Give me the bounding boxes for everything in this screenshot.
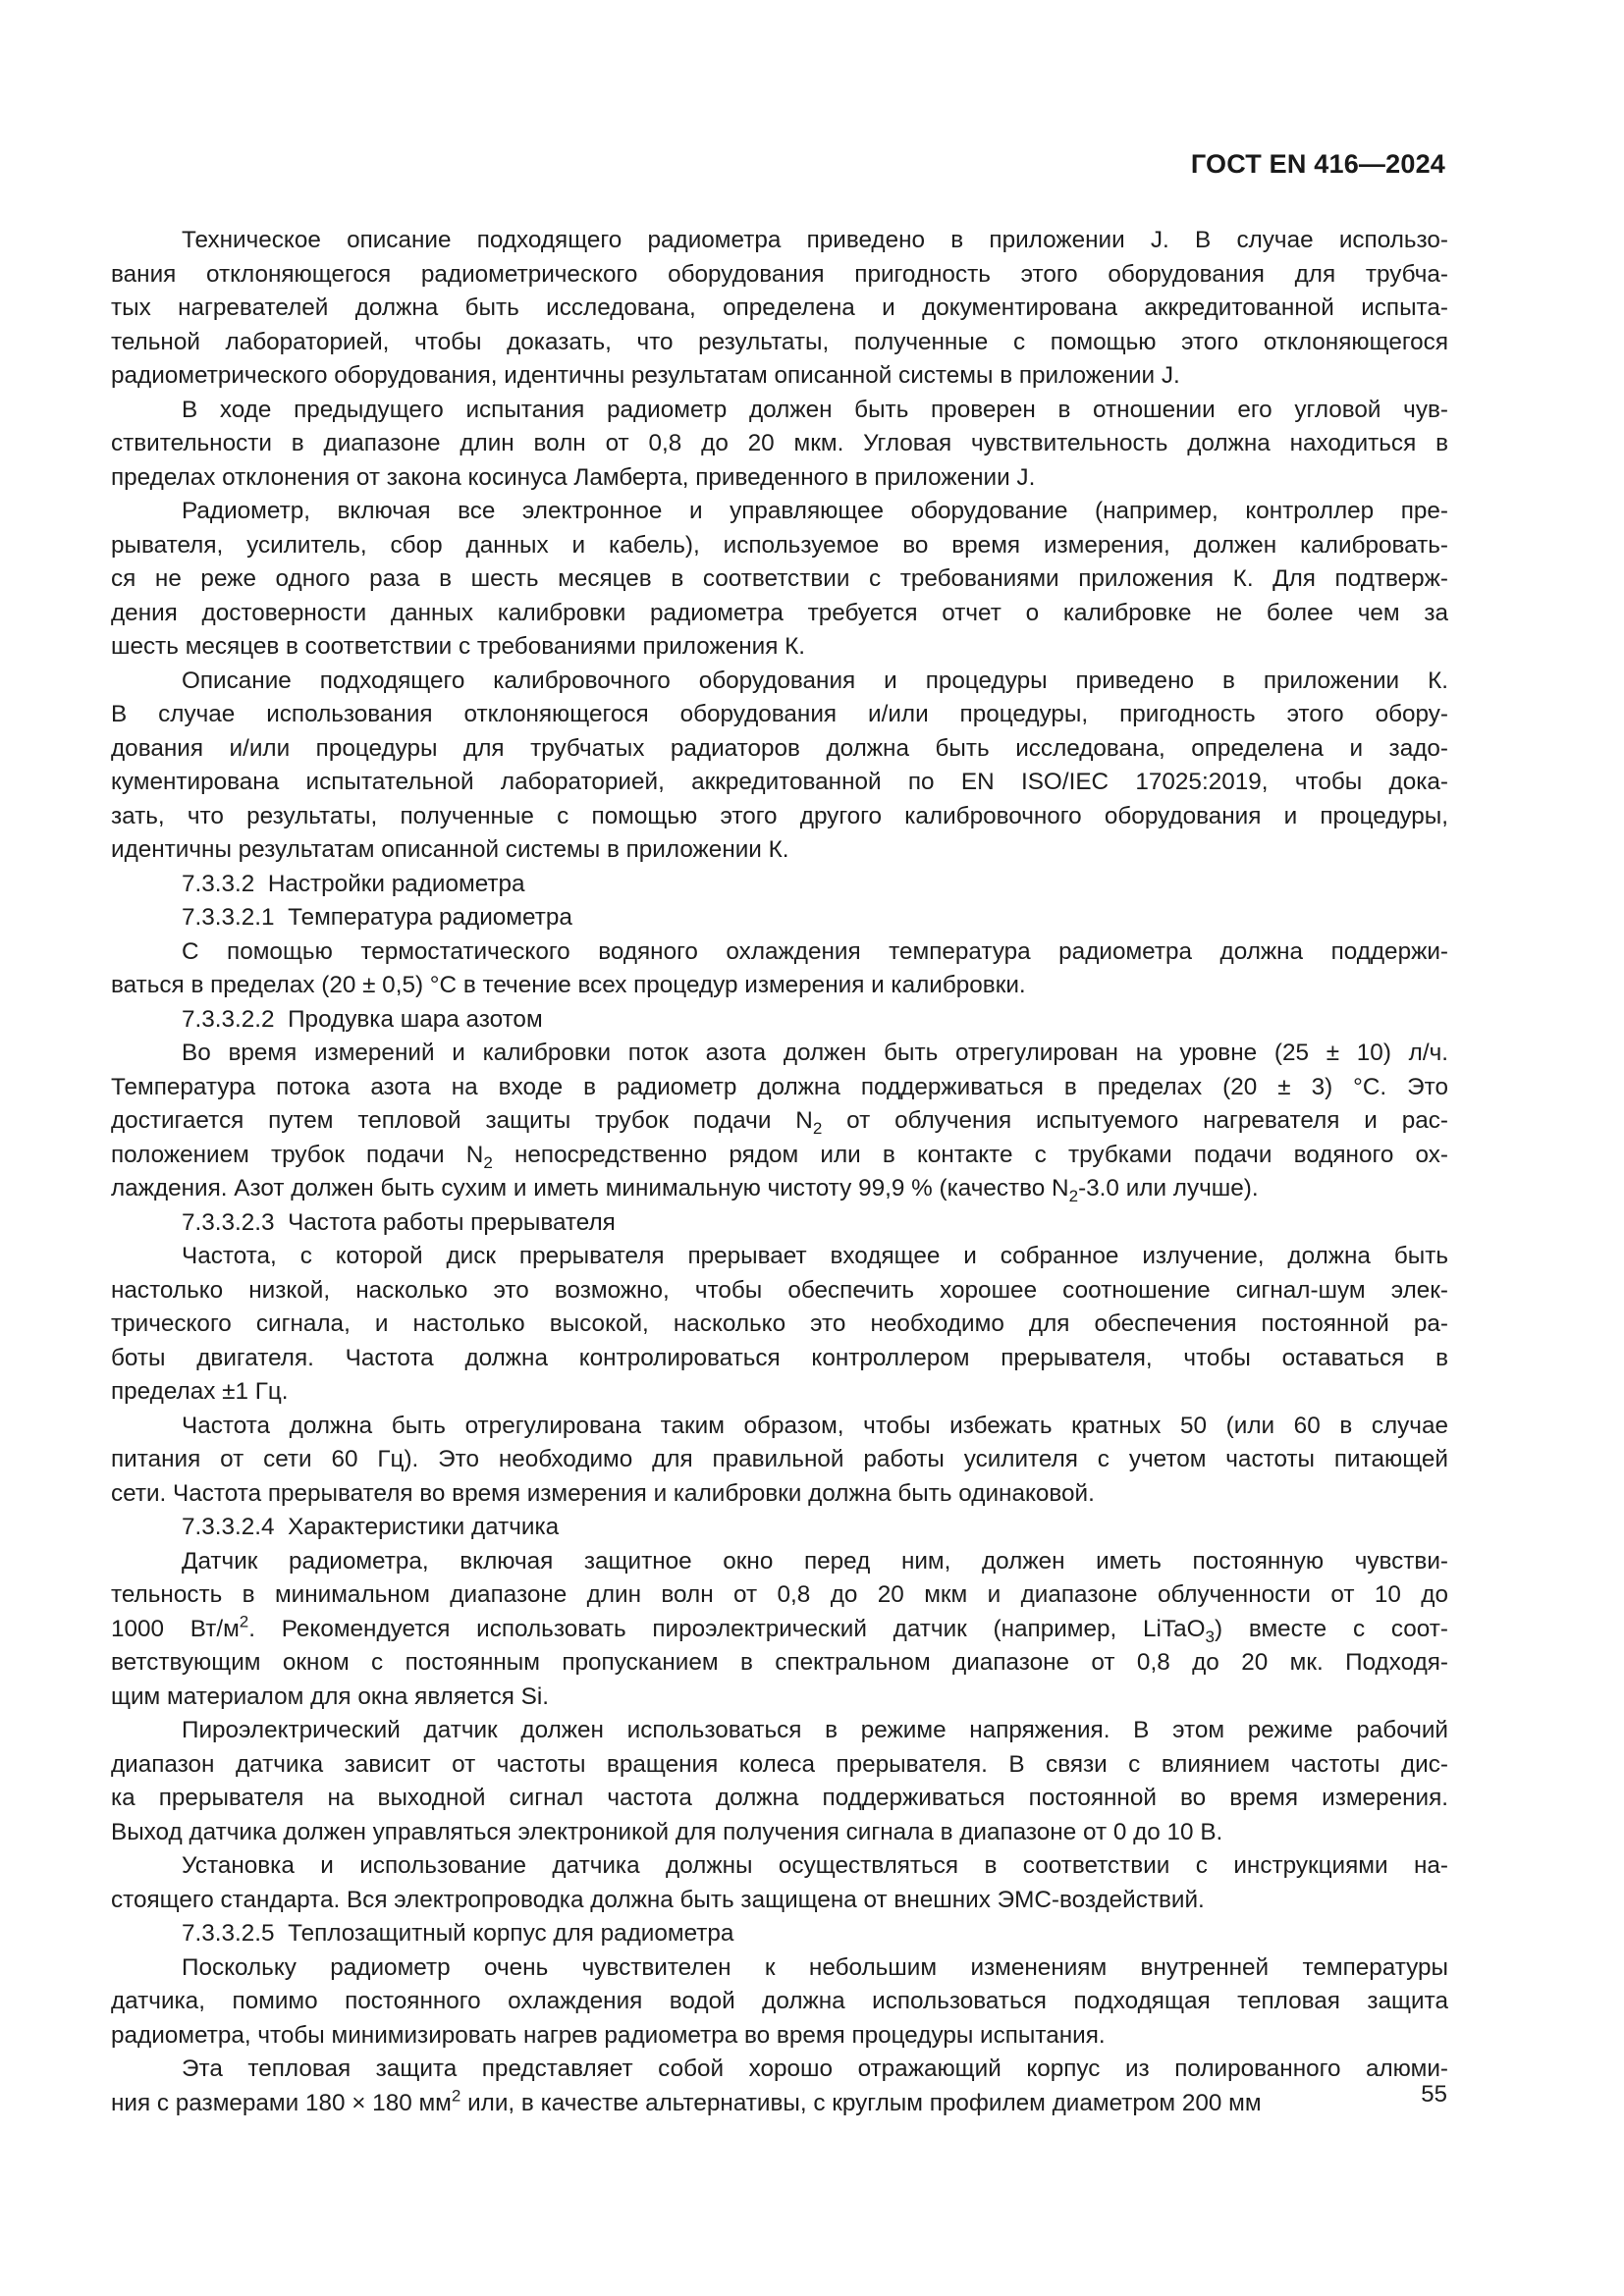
text-line: рывателя, усилитель, сбор данных и кабель), используемое во время измерения, должен калибровать- [111, 531, 1448, 559]
superscript: 2 [451, 2086, 461, 2106]
text-line: зать, что результаты, полученные с помощью этого другого калибровочного оборудования и процедуры, [111, 802, 1448, 829]
text-line: дения достоверности данных калибровки радиометра требуется отчет о калибровке не более чем за [111, 599, 1448, 626]
body-paragraph [111, 394, 1448, 496]
body-paragraph [111, 1410, 1448, 1512]
body-paragraph [111, 1240, 1448, 1410]
section-heading [111, 1917, 1448, 1951]
document-code-header: ГОСТ EN 416—2024 [1190, 149, 1445, 179]
text-line: С помощью термостатического водяного охлаждения температура радиометра должна поддержи- [182, 937, 1448, 965]
section-number: 7.3.3.2.2 [182, 1005, 275, 1033]
text-line: В ходе предыдущего испытания радиометр должен быть проверен в отношении его угловой чув- [182, 396, 1448, 423]
text-line: положением трубок подачи $N_2$ непосредственно рядом или в контакте с трубками подачи водяного ох- [111, 1141, 1449, 1172]
text-line: идентичны результатам описанной системы в приложении К. [111, 836, 789, 863]
text-line: ся не реже одного раза в шесть месяцев в соответствии с требованиями приложения К. Для подтверж- [111, 565, 1448, 592]
body-paragraph [111, 665, 1448, 868]
text-line: тельной лабораторией, чтобы доказать, что результаты, полученные с помощью этого отклоняющегося [111, 328, 1448, 355]
section-title: Температура радиометра [288, 904, 572, 931]
body-paragraph [111, 1951, 1448, 2054]
superscript: 2 [239, 1612, 249, 1631]
text-line: ствительности в диапазоне длин волн от 0,8 до 20 мкм. Угловая чувствительность должна находиться в [111, 430, 1448, 456]
body-paragraph [111, 224, 1448, 394]
section-number: 7.3.3.2.3 [182, 1208, 275, 1236]
section-number: 7.3.3.2.4 [182, 1514, 275, 1540]
text-line: шесть месяцев в соответствии с требованиями приложения К. [111, 633, 806, 660]
subscript: 2 [483, 1152, 493, 1172]
text-line: ка прерывателя на выходной сигнал частота должна поддерживаться постоянной во время измерения. [111, 1785, 1448, 1811]
section-heading [111, 901, 1448, 935]
text-line: ваться в пределах (20 ± 0,5) °С в течение всех процедур измерения и калибровки. [111, 972, 1026, 998]
section-title: Характеристики датчика [288, 1514, 560, 1540]
text-line: щим материалом для окна является Si. [111, 1682, 549, 1710]
text-line: ветствующим окном с постоянным пропусканием в спектральном диапазоне от 0,8 до 20 мк. Подходя- [111, 1649, 1448, 1676]
text-line: Установка и использование датчика должны осуществляться в соответствии с инструкциями на- [182, 1852, 1448, 1879]
subscript: 3 [1205, 1627, 1215, 1646]
text-line: ния с размерами 180 × 180 $мм^2$ или, в качестве альтернативы, с круглым профилем диаметром 200 мм [111, 2086, 1262, 2116]
text-line: Пироэлектрический датчик должен использоваться в режиме напряжения. В этом режиме рабочий [182, 1717, 1448, 1743]
body-paragraph [111, 1849, 1448, 1917]
page-number: 55 [1421, 2081, 1447, 2108]
section-heading [111, 1511, 1448, 1545]
text-line: пределах ±1 Гц. [111, 1378, 289, 1405]
text-line: тых нагревателей должна быть исследована, определена и документирована аккредитованной испыта- [111, 294, 1448, 321]
section-heading [111, 1206, 1448, 1241]
text-line: Во время измерений и калибровки поток азота должен быть отрегулирован на уровне (25 ± 10) л/ч. [182, 1040, 1448, 1066]
text-line: диапазон датчика зависит от частоты вращения колеса прерывателя. В связи с влиянием частоты дис- [111, 1750, 1448, 1778]
section-number: 7.3.3.2 [182, 870, 255, 897]
text-line: боты двигателя. Частота должна контролироваться контроллером прерывателя, чтобы оставаться в [111, 1344, 1448, 1371]
text-line: дования и/или процедуры для трубчатых радиаторов должна быть исследована, определена и задо- [111, 734, 1448, 762]
body-paragraph [111, 1714, 1448, 1849]
body-paragraph [111, 1545, 1448, 1715]
subscript: 2 [1068, 1186, 1079, 1205]
section-title: Частота работы прерывателя [288, 1208, 616, 1236]
text-line: радиометрического оборудования, идентичны результатам описанной системы в приложении J. [111, 362, 1180, 389]
section-heading [111, 1003, 1448, 1038]
text-line: датчика, помимо постоянного охлаждения водой должна использоваться подходящая тепловая защита [111, 1988, 1448, 2014]
text-line: Частота, с которой диск прерывателя прерывает входящее и собранное излучение, должна быть [182, 1243, 1448, 1269]
text-line: Частота должна быть отрегулирована таким образом, чтобы избежать кратных 50 (или 60 в случае [182, 1412, 1448, 1439]
document-body [111, 224, 1448, 2120]
text-line: В случае использования отклоняющегося оборудования и/или процедуры, пригодность этого обору- [111, 701, 1448, 727]
text-line: кументирована испытательной лабораторией, аккредитованной по EN ISO/IEC 17025:2019, чтобы дока- [111, 769, 1448, 795]
section-title: Продувка шара азотом [288, 1005, 543, 1033]
section-title: Настройки радиометра [267, 870, 525, 897]
text-line: стоящего стандарта. Вся электропроводка должна быть защищена от внешних ЭМС-воздействий. [111, 1886, 1205, 1913]
text-line: Техническое описание подходящего радиометра приведено в приложении J. В случае использо- [182, 227, 1448, 253]
text-line: лаждения. Азот должен быть сухим и иметь минимальную чистоту 99,9 % (качество $N_2-3.0$ или лучше). [111, 1175, 1259, 1205]
body-paragraph [111, 1037, 1448, 1206]
text-line: Выход датчика должен управляться электроникой для получения сигнала в диапазоне от 0 до 10 В. [111, 1818, 1223, 1845]
section-number: 7.3.3.2.5 [182, 1920, 275, 1947]
section-number: 7.3.3.2.1 [182, 904, 275, 931]
section-heading [111, 868, 1448, 902]
text-line: достигается путем тепловой защиты трубок подачи $N_2$ от облучения испытуемого нагревателя и рас- [111, 1107, 1448, 1138]
text-line: трического сигнала, и настолько высокой, насколько это необходимо для обеспечения постоянной ра- [111, 1310, 1448, 1337]
text-line: радиометра, чтобы минимизировать нагрев радиометра во время процедуры испытания. [111, 2021, 1106, 2049]
body-paragraph [111, 495, 1448, 665]
text-line: Радиометр, включая все электронное и управляющее оборудование (например, контроллер пре- [182, 498, 1448, 524]
text-line: вания отклоняющегося радиометрического оборудования пригодность этого оборудования для трубча- [111, 260, 1448, 288]
text-line: Датчик радиометра, включая защитное окно перед ним, должен иметь постоянную чувстви- [182, 1547, 1448, 1575]
text-line: сети. Частота прерывателя во время измерения и калибровки должна быть одинаковой. [111, 1479, 1095, 1507]
body-paragraph [111, 935, 1448, 1003]
text-line: Эта тепловая защита представляет собой хорошо отражающий корпус из полированного алюми- [182, 2056, 1448, 2082]
body-paragraph [111, 2053, 1448, 2120]
section-title: Теплозащитный корпус для радиометра [288, 1920, 734, 1947]
text-line: настолько низкой, насколько это возможно, чтобы обеспечить хорошее соотношение сигнал-шум элек- [111, 1276, 1448, 1304]
text-line: Описание подходящего калибровочного оборудования и процедуры приведено в приложении К. [182, 667, 1448, 694]
subscript: 2 [812, 1118, 823, 1138]
text-line: тельность в минимальном диапазоне длин волн от 0,8 до 20 мкм и диапазоне облученности от 10 до [111, 1581, 1448, 1608]
text-line: Температура потока азота на входе в радиометр должна поддерживаться в пределах (20 ± 3) °С. Это [111, 1073, 1448, 1100]
text-line: питания от сети 60 Гц). Это необходимо для правильной работы усилителя с учетом частоты питающей [111, 1446, 1448, 1472]
text-line: 1000 $Вт/м^2$. Рекомендуется использовать пироэлектрический датчик (например, LiTaO$_3$) вместе с соот- [111, 1612, 1448, 1646]
text-line: Поскольку радиометр очень чувствителен к небольшим изменениям внутренней температуры [182, 1953, 1448, 1981]
text-line: пределах отклонения от закона косинуса Ламберта, приведенного в приложении J. [111, 463, 1036, 491]
